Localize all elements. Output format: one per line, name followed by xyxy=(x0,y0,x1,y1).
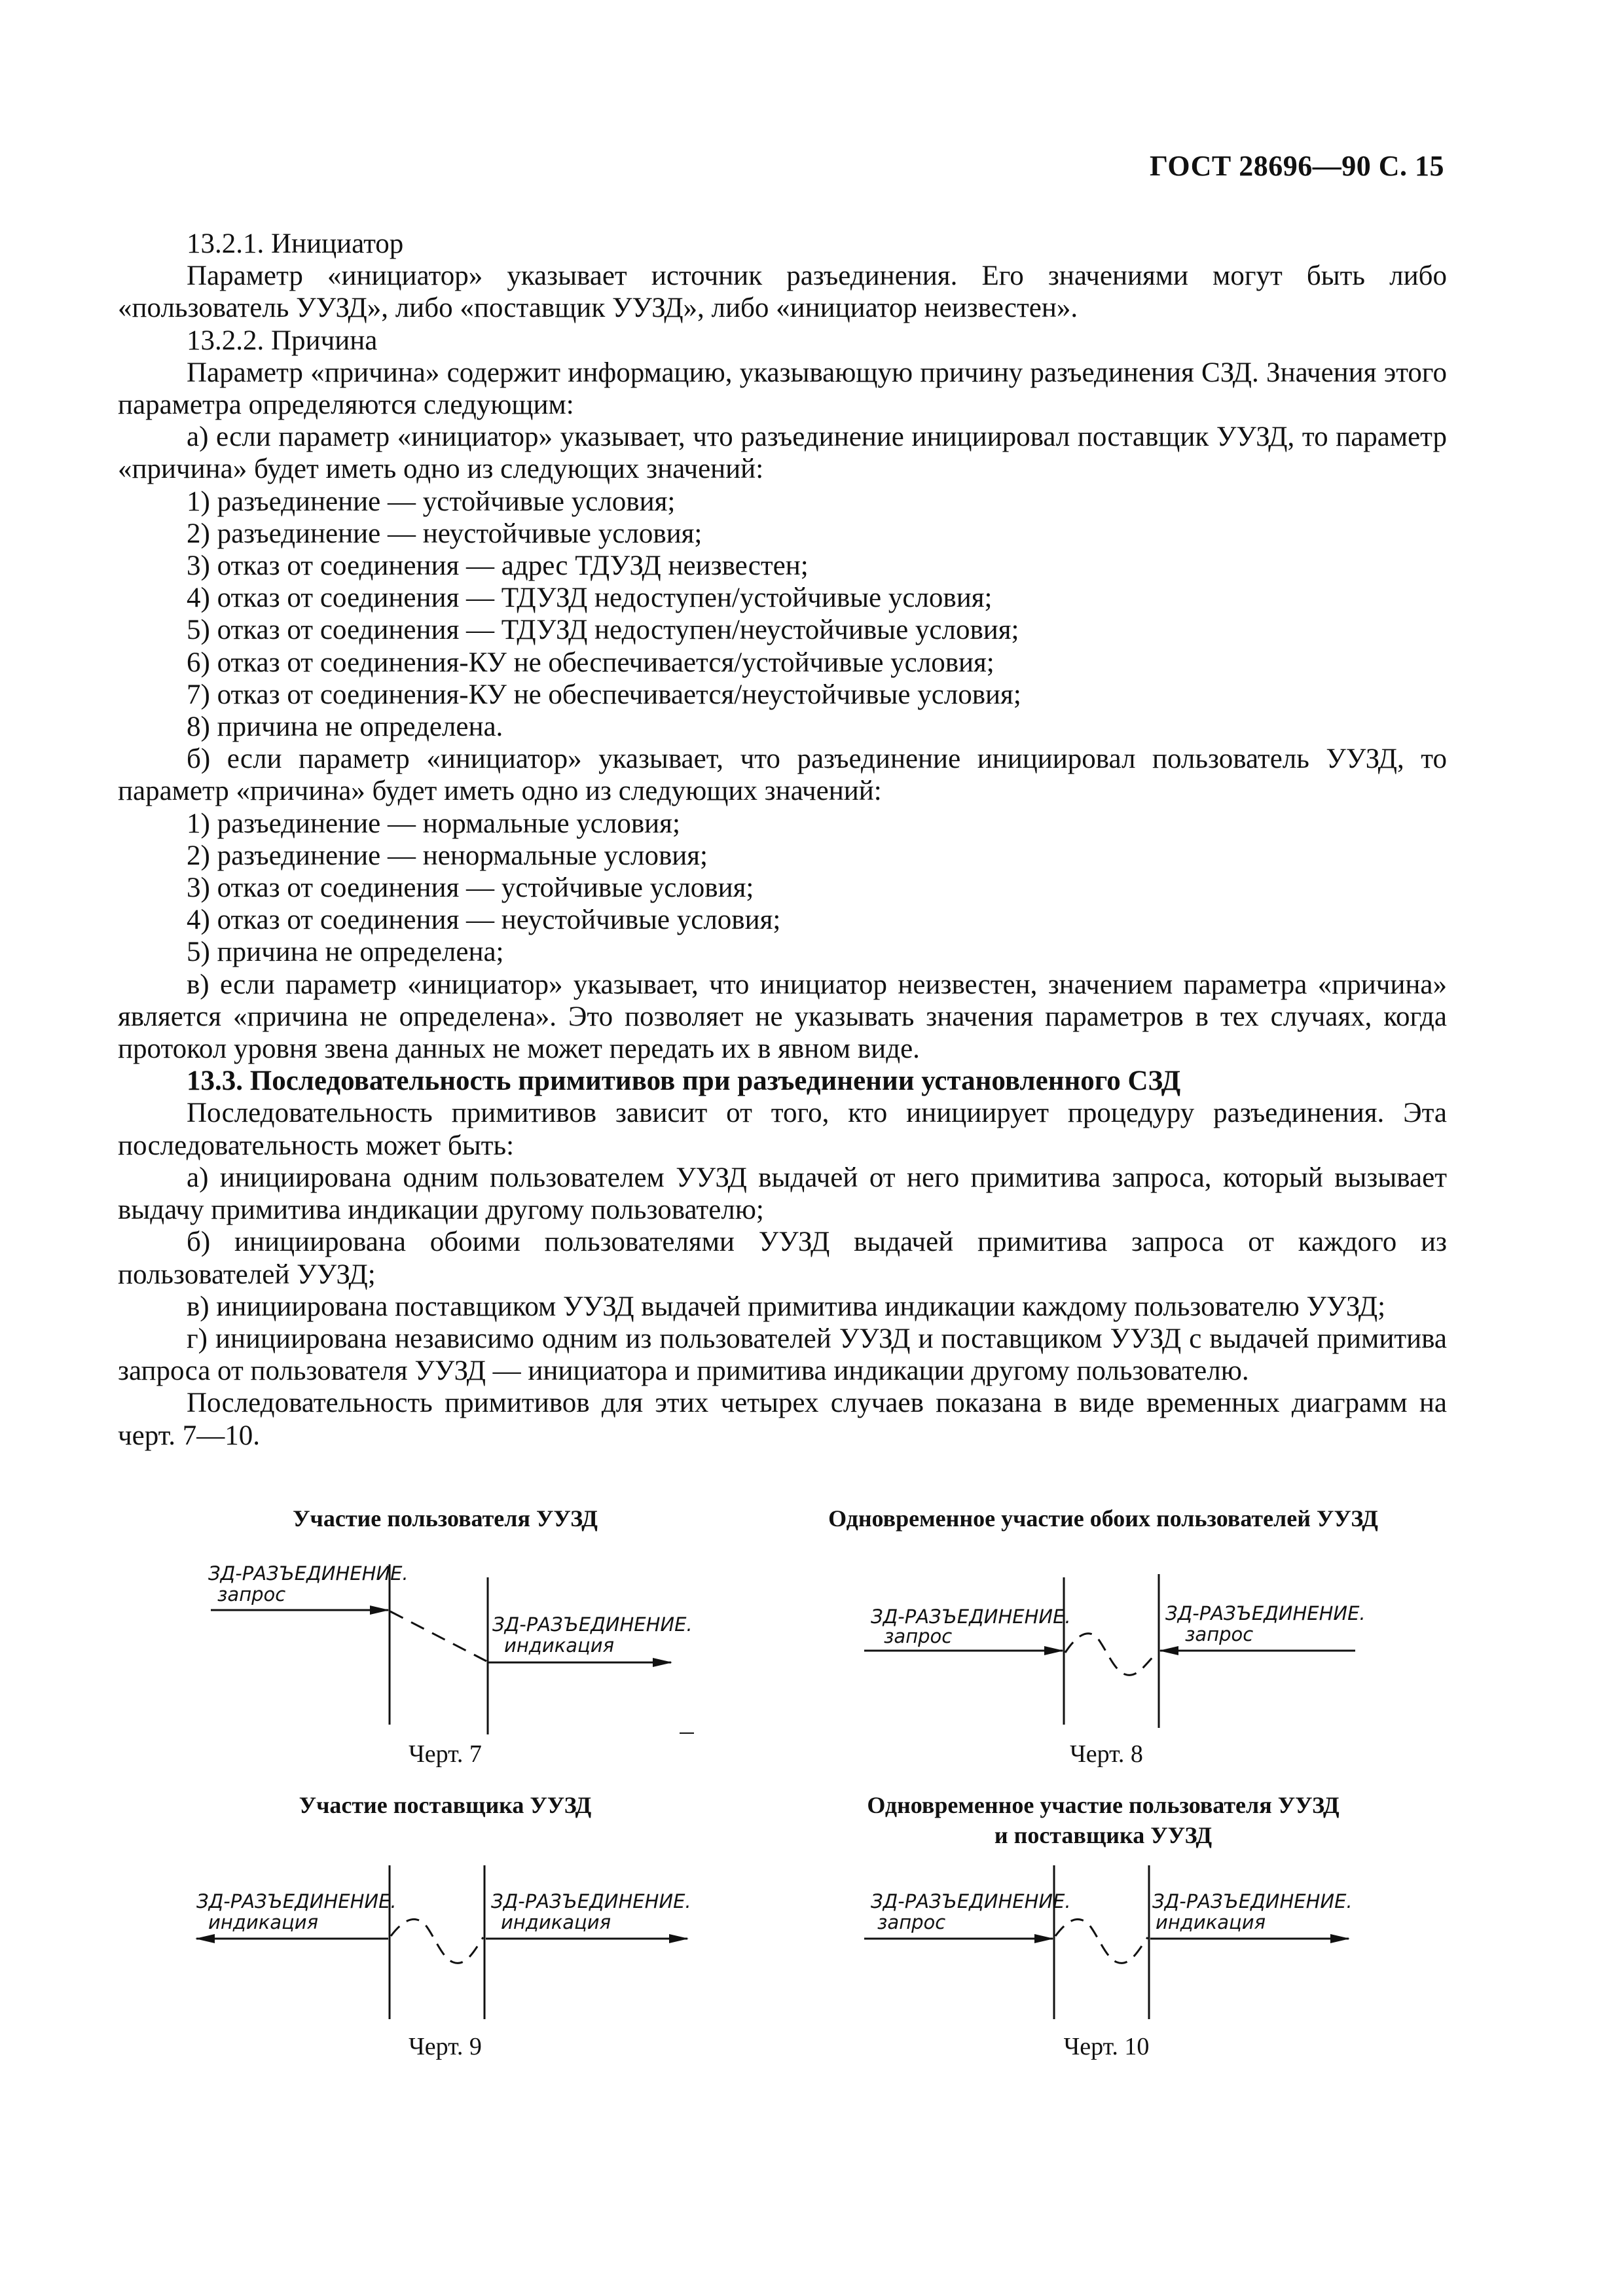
fig10-label-left-1: ЗД-РАЗЪЕДИНЕНИЕ. xyxy=(871,1890,1071,1912)
paragraph: 1) разъединение — нормальные условия; xyxy=(187,808,680,839)
fig8-label-left-2: запрос xyxy=(884,1625,953,1647)
paragraph: 13.2.2. Причина xyxy=(187,325,378,356)
fig8-caption: Черт. 8 xyxy=(1070,1740,1143,1768)
fig9-label-right-1: ЗД-РАЗЪЕДИНЕНИЕ. xyxy=(491,1890,691,1912)
fig7-label-right-1: ЗД-РАЗЪЕДИНЕНИЕ. xyxy=(492,1613,693,1636)
paragraph: Последовательность примитивов зависит от того, кто инициирует процедуру разъединения. Эта последовательность может быть: xyxy=(118,1098,1447,1161)
fig10-title-line-1: Одновременное участие пользователя УУЗД xyxy=(867,1792,1340,1818)
fig8-diagram xyxy=(845,1558,1368,1754)
fig10-title xyxy=(773,1790,1434,1850)
paragraph: 6) отказ от соединения-КУ не обеспечивается/устойчивые условия; xyxy=(187,647,994,678)
body-text xyxy=(118,228,1447,1452)
fig10-diagram xyxy=(845,1846,1368,2042)
fig7-diagram xyxy=(196,1558,707,1754)
fig8-label-right-2: запрос xyxy=(1185,1623,1254,1645)
page-header: ГОСТ 28696—90 С. 15 xyxy=(1149,150,1444,182)
fig10-label-right-1: ЗД-РАЗЪЕДИНЕНИЕ. xyxy=(1152,1890,1353,1912)
paragraph: 4) отказ от соединения — неустойчивые условия; xyxy=(187,905,781,936)
fig7-title: Участие пользователя УУЗД xyxy=(293,1505,598,1532)
fig8-title: Одновременное участие обоих пользователей УУЗД xyxy=(828,1505,1378,1532)
fig9-label-left-1: ЗД-РАЗЪЕДИНЕНИЕ. xyxy=(196,1890,397,1912)
fig9-diagram xyxy=(190,1846,714,2042)
paragraph: б) инициирована обоими пользователями УУЗД выдачей примитива запроса от каждого из пользователей УУЗД; xyxy=(118,1227,1447,1290)
paragraph: Последовательность примитивов для этих четырех случаев показана в виде временных диаграмм на черт. 7—10. xyxy=(118,1388,1447,1451)
fig8-label-right-1: ЗД-РАЗЪЕДИНЕНИЕ. xyxy=(1165,1602,1366,1624)
paragraph: б) если параметр «инициатор» указывает, что разъединение инициировал пользователь УУЗД, то параметр «причина» будет иметь одно из следующих значений: xyxy=(118,744,1447,807)
paragraph: в) инициирована поставщиком УУЗД выдачей примитива индикации каждому пользователю УУЗД; xyxy=(187,1291,1386,1322)
fig10-wave xyxy=(1055,1919,1148,1963)
fig7-label-left-1: ЗД-РАЗЪЕДИНЕНИЕ. xyxy=(208,1562,409,1585)
paragraph: 1) разъединение — устойчивые условия; xyxy=(187,486,676,517)
fig8-label-left-1: ЗД-РАЗЪЕДИНЕНИЕ. xyxy=(871,1605,1071,1628)
paragraph: в) если параметр «инициатор» указывает, что инициатор неизвестен, значением параметра «причина» является «причина не определена». Это позволяет не указывать значения параметров в тех случаях, когда протокол уровня звена данных не может передать их в явном виде. xyxy=(118,969,1447,1065)
fig9-label-right-2: индикация xyxy=(501,1911,611,1933)
paragraph: 4) отказ от соединения — ТДУЗД недоступен/устойчивые условия; xyxy=(187,583,993,614)
paragraph: Параметр «причина» содержит информацию, указывающую причину разъединения СЗД. Значения этого параметра определяются следующим: xyxy=(118,357,1447,421)
fig8-wave xyxy=(1065,1634,1158,1676)
paragraph: а) инициирована одним пользователем УУЗД выдачей от него примитива запроса, который вызывает выдачу примитива индикации другому пользователю; xyxy=(118,1162,1447,1226)
paragraph: 5) отказ от соединения — ТДУЗД недоступен/неустойчивые условия; xyxy=(187,615,1019,646)
fig7-label-right-2: индикация xyxy=(504,1634,615,1657)
paragraph: 7) отказ от соединения-КУ не обеспечивается/неустойчивые условия; xyxy=(187,679,1021,710)
fig10-label-right-2: индикация xyxy=(1156,1911,1266,1933)
fig7-dashed-link xyxy=(390,1611,486,1661)
paragraph: 13.3. Последовательность примитивов при разъединении установленного СЗД xyxy=(187,1066,1181,1097)
fig9-label-left-2: индикация xyxy=(208,1911,319,1933)
paragraph: 2) разъединение — ненормальные условия; xyxy=(187,840,708,871)
fig10-caption: Черт. 10 xyxy=(1063,2033,1150,2060)
paragraph: г) инициирована независимо одним из пользователей УУЗД и поставщиком УУЗД с выдачей примитива запроса от пользователя УУЗД — инициатора и примитива индикации другому пользователю. xyxy=(118,1323,1447,1387)
fig9-wave xyxy=(391,1919,483,1963)
paragraph: 5) причина не определена; xyxy=(187,937,504,968)
paragraph: а) если параметр «инициатор» указывает, что разъединение инициировал поставщик УУЗД, то параметр «причина» будет иметь одно из следующих значений: xyxy=(118,422,1447,485)
paragraph: 3) отказ от соединения — устойчивые условия; xyxy=(187,872,754,904)
fig7-label-left-2: запрос xyxy=(217,1583,286,1605)
paragraph: 3) отказ от соединения — адрес ТДУЗД неизвестен; xyxy=(187,550,809,582)
paragraph: 13.2.1. Инициатор xyxy=(187,228,404,259)
fig10-title-line-2: и поставщика УУЗД xyxy=(994,1822,1213,1848)
fig9-caption: Черт. 9 xyxy=(409,2033,482,2060)
fig9-title: Участие поставщика УУЗД xyxy=(299,1792,592,1818)
fig10-label-left-2: запрос xyxy=(877,1911,946,1933)
paragraph: Параметр «инициатор» указывает источник разъединения. Его значениями могут быть либо «пользователь УУЗД», либо «поставщик УУЗД», либо «инициатор неизвестен». xyxy=(118,260,1447,324)
paragraph: 2) разъединение — неустойчивые условия; xyxy=(187,518,702,549)
paragraph: 8) причина не определена. xyxy=(187,711,503,743)
fig7-caption: Черт. 7 xyxy=(409,1740,482,1768)
